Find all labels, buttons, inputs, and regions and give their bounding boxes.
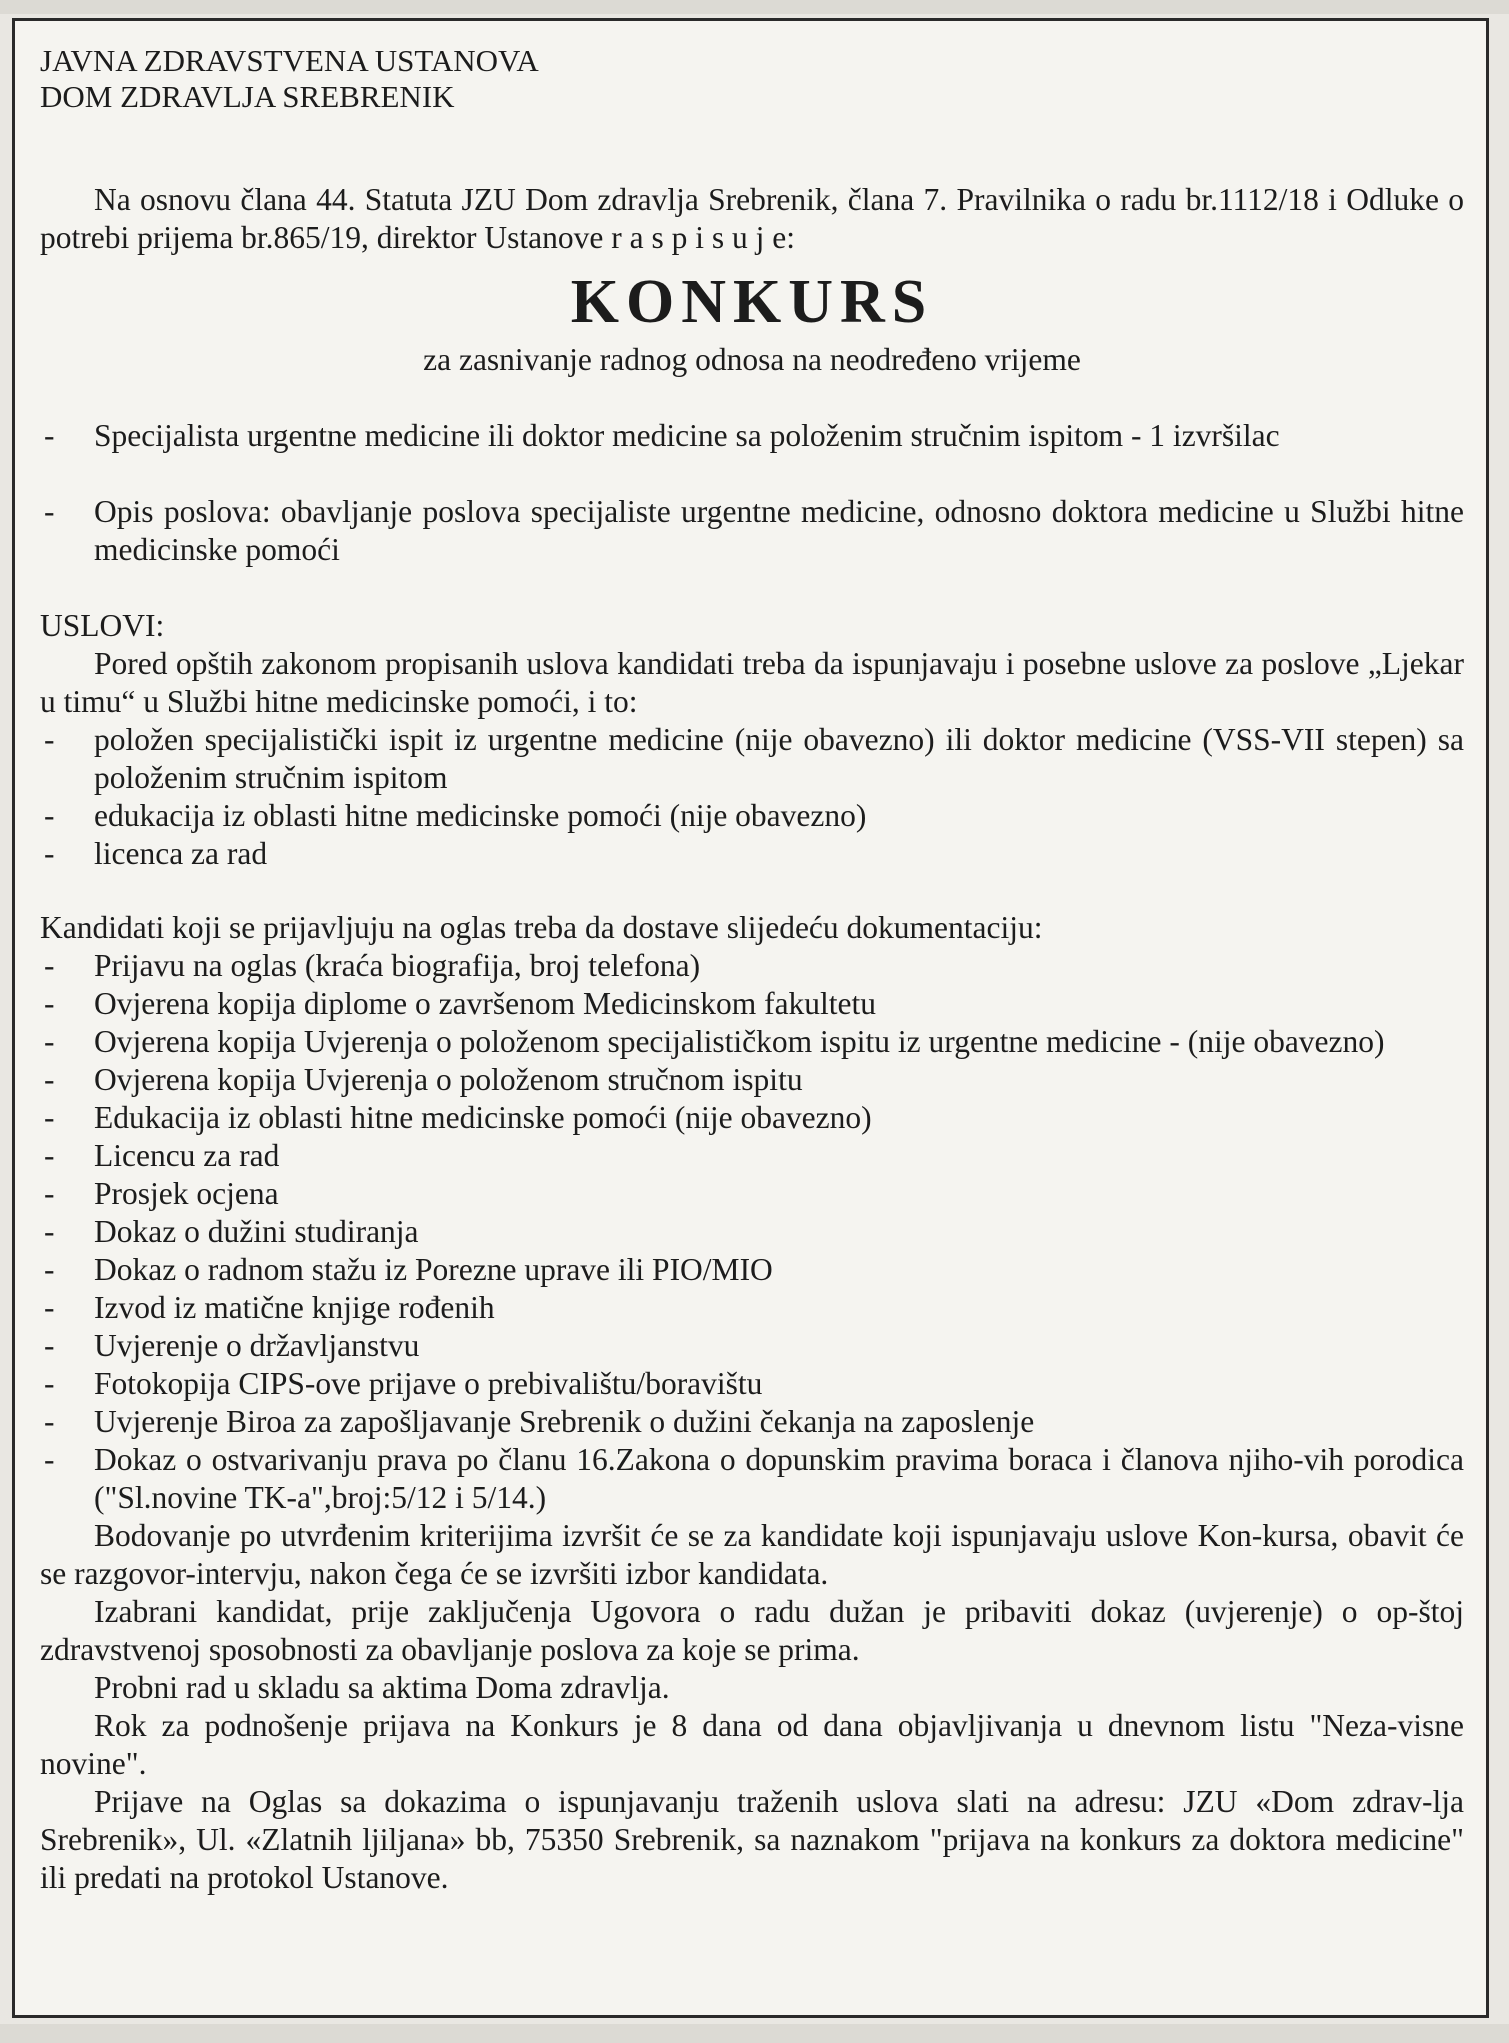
conditions-heading: USLOVI: — [40, 608, 165, 643]
position-item: - Specijalista urgentne medicine ili doktor medicine sa položenim stručnim ispitom - 1 izvršilac — [40, 417, 1464, 455]
closing-paragraph-address: Prijave na Oglas sa dokazima o ispunjavanju traženih uslova slati na adresu: JZU «Dom zdrav-lja Srebrenik», Ul. «Zlatnih ljiljana» bb, 75350 Srebrenik, sa naznakom "prijava na konkurs za doktora medicine" ili predati na protokol Ustanove. — [40, 1784, 1464, 1895]
job-advertisement — [12, 18, 1489, 2018]
closing-paragraph-probation: Probni rad u skladu sa aktima Doma zdravlja. — [94, 1670, 670, 1705]
description-list — [40, 493, 1464, 569]
condition-item: - edukacija iz oblasti hitne medicinske pomoći (nije obavezno) — [40, 797, 1464, 835]
conditions-intro: Pored opštih zakonom propisanih uslova kandidati treba da ispunjavaju i posebne uslove za poslove „Ljekar u timu“ u Službi hitne medicinske pomoći, i to: — [40, 646, 1464, 719]
document-item: - Izvod iz matične knjige rođenih — [40, 1289, 1464, 1327]
document-item: - Ovjerena kopija diplome o završenom Medicinskom fakultetu — [40, 985, 1464, 1023]
closing-paragraph-deadline: Rok za podnošenje prijava na Konkurs je 8 dana od dana objavljivanja u dnevnom listu "Neza-visne novine". — [40, 1708, 1464, 1781]
document-item: - Prijavu na oglas (kraća biografija, broj telefona) — [40, 947, 1464, 985]
document-item: - Uvjerenje Biroa za zapošljavanje Srebrenik o dužini čekanja na zaposlenje — [40, 1403, 1464, 1441]
document-item: - Dokaz o ostvarivanju prava po članu 16.Zakona o dopunskim pravima boraca i članova njiho-vih porodica ("Sl.novine TK-a",broj:5/12 i 5/14.) — [40, 1441, 1464, 1517]
page-edge-bottom — [0, 2024, 1509, 2043]
document-item: - Edukacija iz oblasti hitne medicinske pomoći (nije obavezno) — [40, 1099, 1464, 1137]
documents-intro: Kandidati koji se prijavljuju na oglas treba da dostave slijedeću dokumentaciju: — [40, 910, 1043, 945]
document-item: - Fotokopija CIPS-ove prijave o prebivalištu/boravištu — [40, 1365, 1464, 1403]
condition-item: - licenca za rad — [40, 835, 1464, 873]
advertisement-content — [40, 43, 1464, 1897]
document-item: - Prosjek ocjena — [40, 1175, 1464, 1213]
document-item: - Ovjerena kopija Uvjerenja o položenom stručnom ispitu — [40, 1061, 1464, 1099]
document-item: - Uvjerenje o državljanstvu — [40, 1327, 1464, 1365]
page-edge-top — [0, 0, 1509, 14]
condition-item: - položen specijalistički ispit iz urgentne medicine (nije obavezno) ili doktor medicine (VSS-VII stepen) sa položenim stručnim ispitom — [40, 721, 1464, 797]
intro-paragraph: Na osnovu člana 44. Statuta JZU Dom zdravlja Srebrenik, člana 7. Pravilnika o radu br.1112/18 i Odluke o potrebi prijema br.865/19, direktor Ustanove r a s p i s u j e: — [40, 182, 1464, 255]
document-item: - Dokaz o dužini studiranja — [40, 1213, 1464, 1251]
documents-list — [40, 947, 1464, 1517]
conditions-list — [40, 721, 1464, 873]
document-item: - Ovjerena kopija Uvjerenja o položenom specijalističkom ispitu iz urgentne medicine - (nije obavezno) — [40, 1023, 1464, 1061]
document-subtitle: za zasnivanje radnog odnosa na neodređeno vrijeme — [423, 342, 1081, 377]
closing-paragraph-scoring: Bodovanje po utvrđenim kriterijima izvršit će se za kandidate koji ispunjavaju uslove Kon-kursa, obavit će se razgovor-intervju, nakon čega će se izvršiti izbor kandidata. — [40, 1518, 1464, 1591]
document-item: - Dokaz o radnom stažu iz Porezne uprave ili PIO/MIO — [40, 1251, 1464, 1289]
institution-name: JAVNA ZDRAVSTVENA USTANOVA — [40, 43, 539, 78]
position-list — [40, 417, 1464, 455]
closing-paragraph-health: Izabrani kandidat, prije zaključenja Ugovora o radu dužan je pribaviti dokaz (uvjerenje) o op-štoj zdravstvenoj sposobnosti za obavljanje poslova za koje se prima. — [40, 1594, 1464, 1667]
institution-subname: DOM ZDRAVLJA SREBRENIK — [40, 79, 455, 114]
document-item: - Licencu za rad — [40, 1137, 1464, 1175]
job-description: - Opis poslova: obavljanje poslova specijaliste urgentne medicine, odnosno doktora medicine u Službi hitne medicinske pomoći — [40, 493, 1464, 569]
document-title: KONKURS — [570, 268, 934, 336]
institution-header — [40, 43, 1464, 115]
